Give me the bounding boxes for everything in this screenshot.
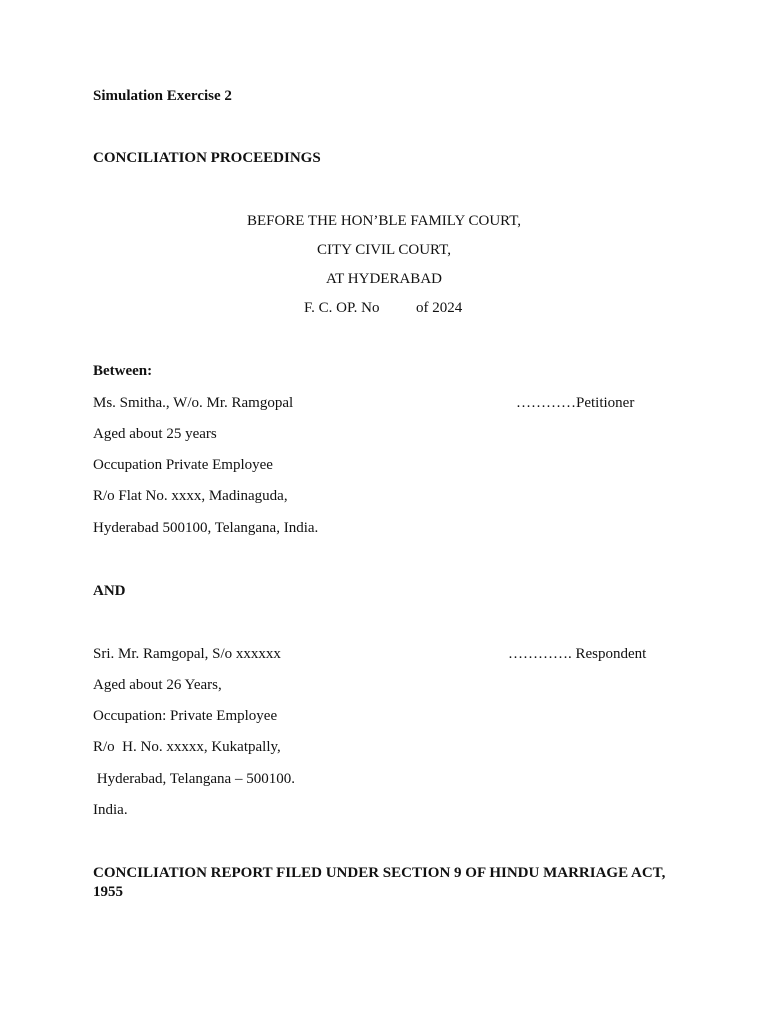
court-line-3: AT HYDERABAD [326, 271, 442, 287]
court-line-1: BEFORE THE HON’BLE FAMILY COURT, [246, 213, 522, 229]
respondent-name: Sri. Mr. Ramgopal, S/o xxxxxx [93, 646, 281, 662]
respondent-address-1: R/o H. No. xxxxx, Kukatpally, [93, 739, 281, 755]
court-line-2: CITY CIVIL COURT, [317, 242, 451, 258]
report-title: CONCILIATION REPORT FILED UNDER SECTION 9 OF HINDU MARRIAGE ACT, 1955 [93, 865, 666, 900]
petitioner-age: Aged about 25 years [93, 426, 217, 442]
petitioner-address-1: R/o Flat No. xxxx, Madinaguda, [93, 488, 288, 504]
petitioner-occupation: Occupation Private Employee [93, 457, 273, 473]
section-heading: CONCILIATION PROCEEDINGS [93, 150, 321, 166]
case-year: of 2024 [416, 300, 463, 316]
respondent-address-3: India. [93, 802, 128, 818]
petitioner-role: …………Petitioner [516, 395, 635, 411]
respondent-role: …………. Respondent [508, 646, 647, 662]
petitioner-name: Ms. Smitha., W/o. Mr. Ramgopal [93, 395, 294, 411]
respondent-occupation: Occupation: Private Employee [93, 708, 278, 724]
respondent-age: Aged about 26 Years, [93, 677, 222, 693]
between-label: Between: [93, 363, 153, 379]
respondent-address-2: Hyderabad, Telangana – 500100. [93, 771, 295, 787]
case-number-label: F. C. OP. No [304, 300, 380, 316]
and-label: AND [93, 583, 126, 599]
petitioner-address-2: Hyderabad 500100, Telangana, India. [93, 520, 319, 536]
exercise-title: Simulation Exercise 2 [93, 88, 232, 104]
